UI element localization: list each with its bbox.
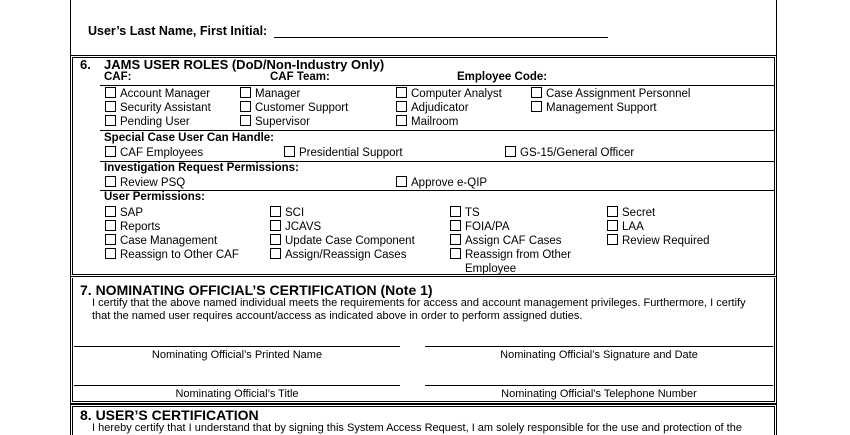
- special-presidential-support[interactable]: Presidential Support: [284, 146, 403, 160]
- section6-title: JAMS USER ROLES (DoD/Non-Industry Only): [104, 57, 385, 72]
- checkbox-icon: [105, 220, 116, 231]
- checkbox-icon: [607, 234, 618, 245]
- telephone-caption: Nominating Official’s Telephone Number: [501, 388, 697, 400]
- perm-ts[interactable]: TS: [450, 206, 480, 220]
- role-computer-analyst[interactable]: Computer Analyst: [396, 87, 502, 101]
- checkbox-icon: [396, 115, 407, 126]
- investigation-review-psq[interactable]: Review PSQ: [105, 176, 185, 190]
- checkbox-icon: [270, 206, 281, 217]
- checkbox-icon: [105, 206, 116, 217]
- section8-text-line1: I hereby certify that I understand that by signing this System Access Request, I am solely responsible for the use and protection of the: [92, 422, 742, 434]
- checkbox-icon: [270, 234, 281, 245]
- perm-foia-pa[interactable]: FOIA/PA: [450, 220, 510, 234]
- user-permissions-label: User Permissions:: [104, 191, 205, 203]
- last-name-input-line[interactable]: [274, 37, 608, 38]
- checkbox-icon: [396, 87, 407, 98]
- printed-name-line[interactable]: [74, 346, 400, 347]
- perm-secret[interactable]: Secret: [607, 206, 655, 220]
- role-supervisor[interactable]: Supervisor: [240, 115, 310, 129]
- section7-text-line1: I certify that the above named individual meets the requirements for access and account management privileges. Furthermore, I certify: [92, 297, 746, 309]
- checkbox-icon: [105, 234, 116, 245]
- checkbox-icon: [607, 220, 618, 231]
- role-mailroom[interactable]: Mailroom: [396, 115, 458, 129]
- role-pending-user[interactable]: Pending User: [105, 115, 190, 129]
- perm-sap[interactable]: SAP: [105, 206, 143, 220]
- checkbox-icon: [450, 206, 461, 217]
- checkbox-icon: [450, 220, 461, 231]
- role-management-support[interactable]: Management Support: [531, 101, 657, 115]
- role-case-assignment-personnel[interactable]: Case Assignment Personnel: [531, 87, 690, 101]
- perm-case-management[interactable]: Case Management: [105, 234, 217, 248]
- special-gs15-general-officer[interactable]: GS-15/General Officer: [505, 146, 634, 160]
- checkbox-icon: [396, 176, 407, 187]
- signature-date-line[interactable]: [425, 346, 773, 347]
- role-customer-support[interactable]: Customer Support: [240, 101, 348, 115]
- telephone-line[interactable]: [425, 385, 773, 386]
- section7-title: 7. NOMINATING OFFICIAL’S CERTIFICATION (Note 1): [80, 282, 433, 298]
- checkbox-icon: [396, 101, 407, 112]
- caf-label: CAF:: [104, 71, 132, 83]
- perm-reassign-from-other-line2: Employee: [465, 263, 517, 275]
- employee-code-label: Employee Code:: [457, 71, 548, 83]
- title-caption: Nominating Official’s Title: [175, 388, 299, 400]
- checkbox-icon: [270, 248, 281, 259]
- checkbox-icon: [531, 87, 542, 98]
- special-caf-employees[interactable]: CAF Employees: [105, 146, 203, 160]
- role-account-manager[interactable]: Account Manager: [105, 87, 210, 101]
- perm-review-required[interactable]: Review Required: [607, 234, 710, 248]
- checkbox-icon: [607, 206, 618, 217]
- checkbox-icon: [531, 101, 542, 112]
- perm-reassign-from-other[interactable]: Reassign from Other: [450, 248, 571, 262]
- checkbox-icon: [450, 234, 461, 245]
- printed-name-caption: Nominating Official’s Printed Name: [151, 349, 323, 361]
- role-adjudicator[interactable]: Adjudicator: [396, 101, 469, 115]
- checkbox-icon: [270, 220, 281, 231]
- section8-title: 8. USER’S CERTIFICATION: [80, 407, 259, 423]
- checkbox-icon: [240, 87, 251, 98]
- checkbox-icon: [105, 176, 116, 187]
- perm-laa[interactable]: LAA: [607, 220, 644, 234]
- perm-assign-reassign-cases[interactable]: Assign/Reassign Cases: [270, 248, 406, 262]
- perm-sci[interactable]: SCI: [270, 206, 304, 220]
- last-name-label: User’s Last Name, First Initial:: [88, 24, 268, 38]
- special-case-label: Special Case User Can Handle:: [104, 132, 275, 144]
- caf-team-label: CAF Team:: [270, 71, 330, 83]
- investigation-approve-eqip[interactable]: Approve e-QIP: [396, 176, 487, 190]
- checkbox-icon: [450, 248, 461, 259]
- checkbox-icon: [105, 115, 116, 126]
- role-security-assistant[interactable]: Security Assistant: [105, 101, 211, 115]
- checkbox-icon: [505, 146, 516, 157]
- section7-text-line2: that the named user requires account/access as indicated above in order to perform assigned duties.: [92, 310, 583, 322]
- signature-date-caption: Nominating Official’s Signature and Date: [500, 349, 698, 361]
- caf-row-divider: [100, 85, 774, 86]
- checkbox-icon: [284, 146, 295, 157]
- checkbox-icon: [105, 87, 116, 98]
- title-line[interactable]: [74, 385, 400, 386]
- perm-reports[interactable]: Reports: [105, 220, 160, 234]
- role-manager[interactable]: Manager: [240, 87, 300, 101]
- perm-assign-caf-cases[interactable]: Assign CAF Cases: [450, 234, 562, 248]
- checkbox-icon: [105, 248, 116, 259]
- investigation-label: Investigation Request Permissions:: [104, 162, 299, 174]
- perm-reassign-other-caf[interactable]: Reassign to Other CAF: [105, 248, 239, 262]
- perm-update-case-component[interactable]: Update Case Component: [270, 234, 415, 248]
- checkbox-icon: [105, 146, 116, 157]
- section6-number: 6.: [80, 57, 91, 72]
- perm-jcavs[interactable]: JCAVS: [270, 220, 321, 234]
- roles-divider: [100, 130, 774, 131]
- checkbox-icon: [240, 101, 251, 112]
- checkbox-icon: [240, 115, 251, 126]
- checkbox-icon: [105, 101, 116, 112]
